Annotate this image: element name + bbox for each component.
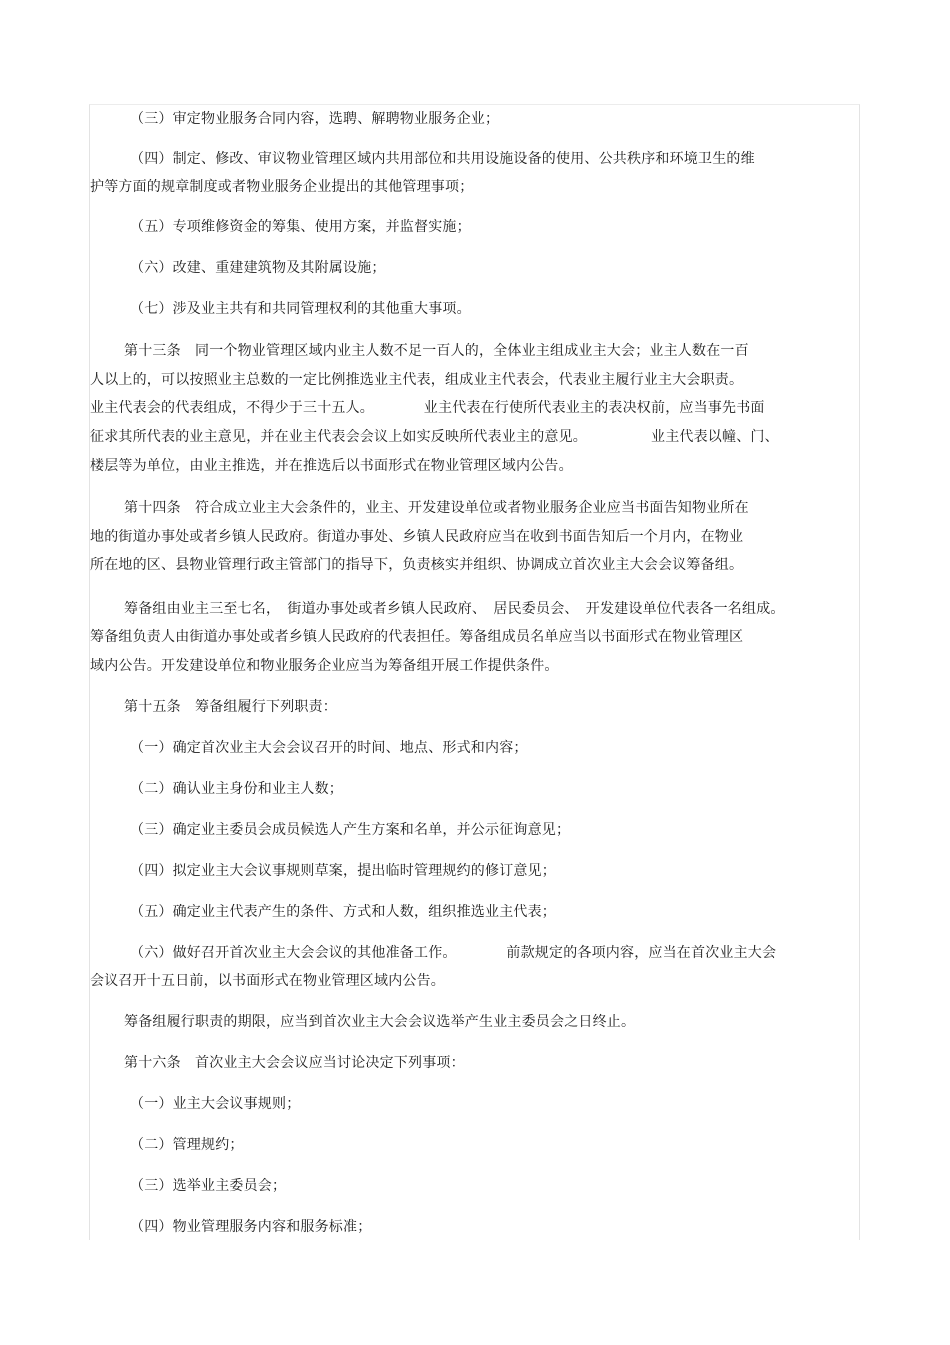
article-15-item-6-line-2: 会议召开十五日前，以书面形式在物业管理区域内公告。 — [90, 973, 445, 989]
article-16-item-1: （一）业主大会议事规则； — [130, 1096, 301, 1112]
article-16-item-3: （三）选举业主委员会； — [130, 1178, 287, 1194]
article-16-item-2: （二）管理规约； — [130, 1137, 244, 1153]
item-5-maintenance-fund: （五）专项维修资金的筹集、使用方案，并监督实施； — [130, 219, 471, 235]
preparatory-group-line-1: 筹备组由业主三至七名， 街道办事处或者乡镇人民政府、 居民委员会、 开发建设单位代表各一名组成。 — [124, 601, 785, 617]
item-7-major-matters: （七）涉及业主共有和共同管理权利的其他重大事项。 — [130, 301, 471, 317]
article-13-line-3: 业主代表会的代表组成，不得少于三十五人。 业主代表在行使所代表业主的表决权前，应当事先书面 — [90, 400, 765, 416]
article-15-item-3: （三）确定业主委员会成员候选人产生方案和名单，并公示征询意见； — [130, 822, 571, 838]
item-6-rebuild: （六）改建、重建建筑物及其附属设施； — [130, 260, 386, 276]
article-15-item-4: （四）拟定业主大会议事规则草案，提出临时管理规约的修订意见； — [130, 863, 556, 879]
article-15-item-6-line-1: （六）做好召开首次业主大会会议的其他准备工作。 前款规定的各项内容，应当在首次业主大会 — [130, 945, 777, 961]
article-13-line-2: 人以上的，可以按照业主总数的一定比例推选业主代表，组成业主代表会，代表业主履行业主大会职责。 — [90, 372, 744, 388]
article-14-line-3: 所在地的区、县物业管理行政主管部门的指导下，负责核实并组织、协调成立首次业主大会会议筹备组。 — [90, 557, 744, 573]
article-15-item-5: （五）确定业主代表产生的条件、方式和人数，组织推选业主代表； — [130, 904, 556, 920]
preparatory-term: 筹备组履行职责的期限，应当到首次业主大会会议选举产生业主委员会之日终止。 — [124, 1014, 636, 1030]
article-15-heading: 第十五条 筹备组履行下列职责： — [124, 699, 337, 715]
article-16-item-4: （四）物业管理服务内容和服务标准； — [130, 1219, 372, 1235]
item-3-approve-contract: （三）审定物业服务合同内容，选聘、解聘物业服务企业； — [130, 111, 500, 127]
article-13-line-1: 第十三条 同一个物业管理区域内业主人数不足一百人的，全体业主组成业主大会；业主人数在一百 — [124, 343, 749, 359]
preparatory-group-line-2: 筹备组负责人由街道办事处或者乡镇人民政府的代表担任。筹备组成员名单应当以书面形式在物业管理区 — [90, 629, 744, 645]
article-15-item-2: （二）确认业主身份和业主人数； — [130, 781, 343, 797]
preparatory-group-line-3: 域内公告。开发建设单位和物业服务企业应当为筹备组开展工作提供条件。 — [90, 658, 559, 674]
article-13-line-4: 征求其所代表的业主意见，并在业主代表会会议上如实反映所代表业主的意见。 业主代表以幢、门、 — [90, 429, 779, 445]
article-15-item-1: （一）确定首次业主大会会议召开的时间、地点、形式和内容； — [130, 740, 528, 756]
article-14-line-2: 地的街道办事处或者乡镇人民政府。街道办事处、乡镇人民政府应当在收到书面告知后一个月内，在物业 — [90, 529, 744, 545]
article-14-line-1: 第十四条 符合成立业主大会条件的，业主、开发建设单位或者物业服务企业应当书面告知物业所在 — [124, 500, 749, 516]
item-4-rules-line-1: （四）制定、修改、审议物业管理区域内共用部位和共用设施设备的使用、公共秩序和环境卫生的维 — [130, 151, 755, 167]
item-4-rules-line-2: 护等方面的规章制度或者物业服务企业提出的其他管理事项； — [90, 179, 474, 195]
article-16-heading: 第十六条 首次业主大会会议应当讨论决定下列事项： — [124, 1055, 465, 1071]
article-13-line-5: 楼层等为单位，由业主推选，并在推选后以书面形式在物业管理区域内公告。 — [90, 458, 573, 474]
